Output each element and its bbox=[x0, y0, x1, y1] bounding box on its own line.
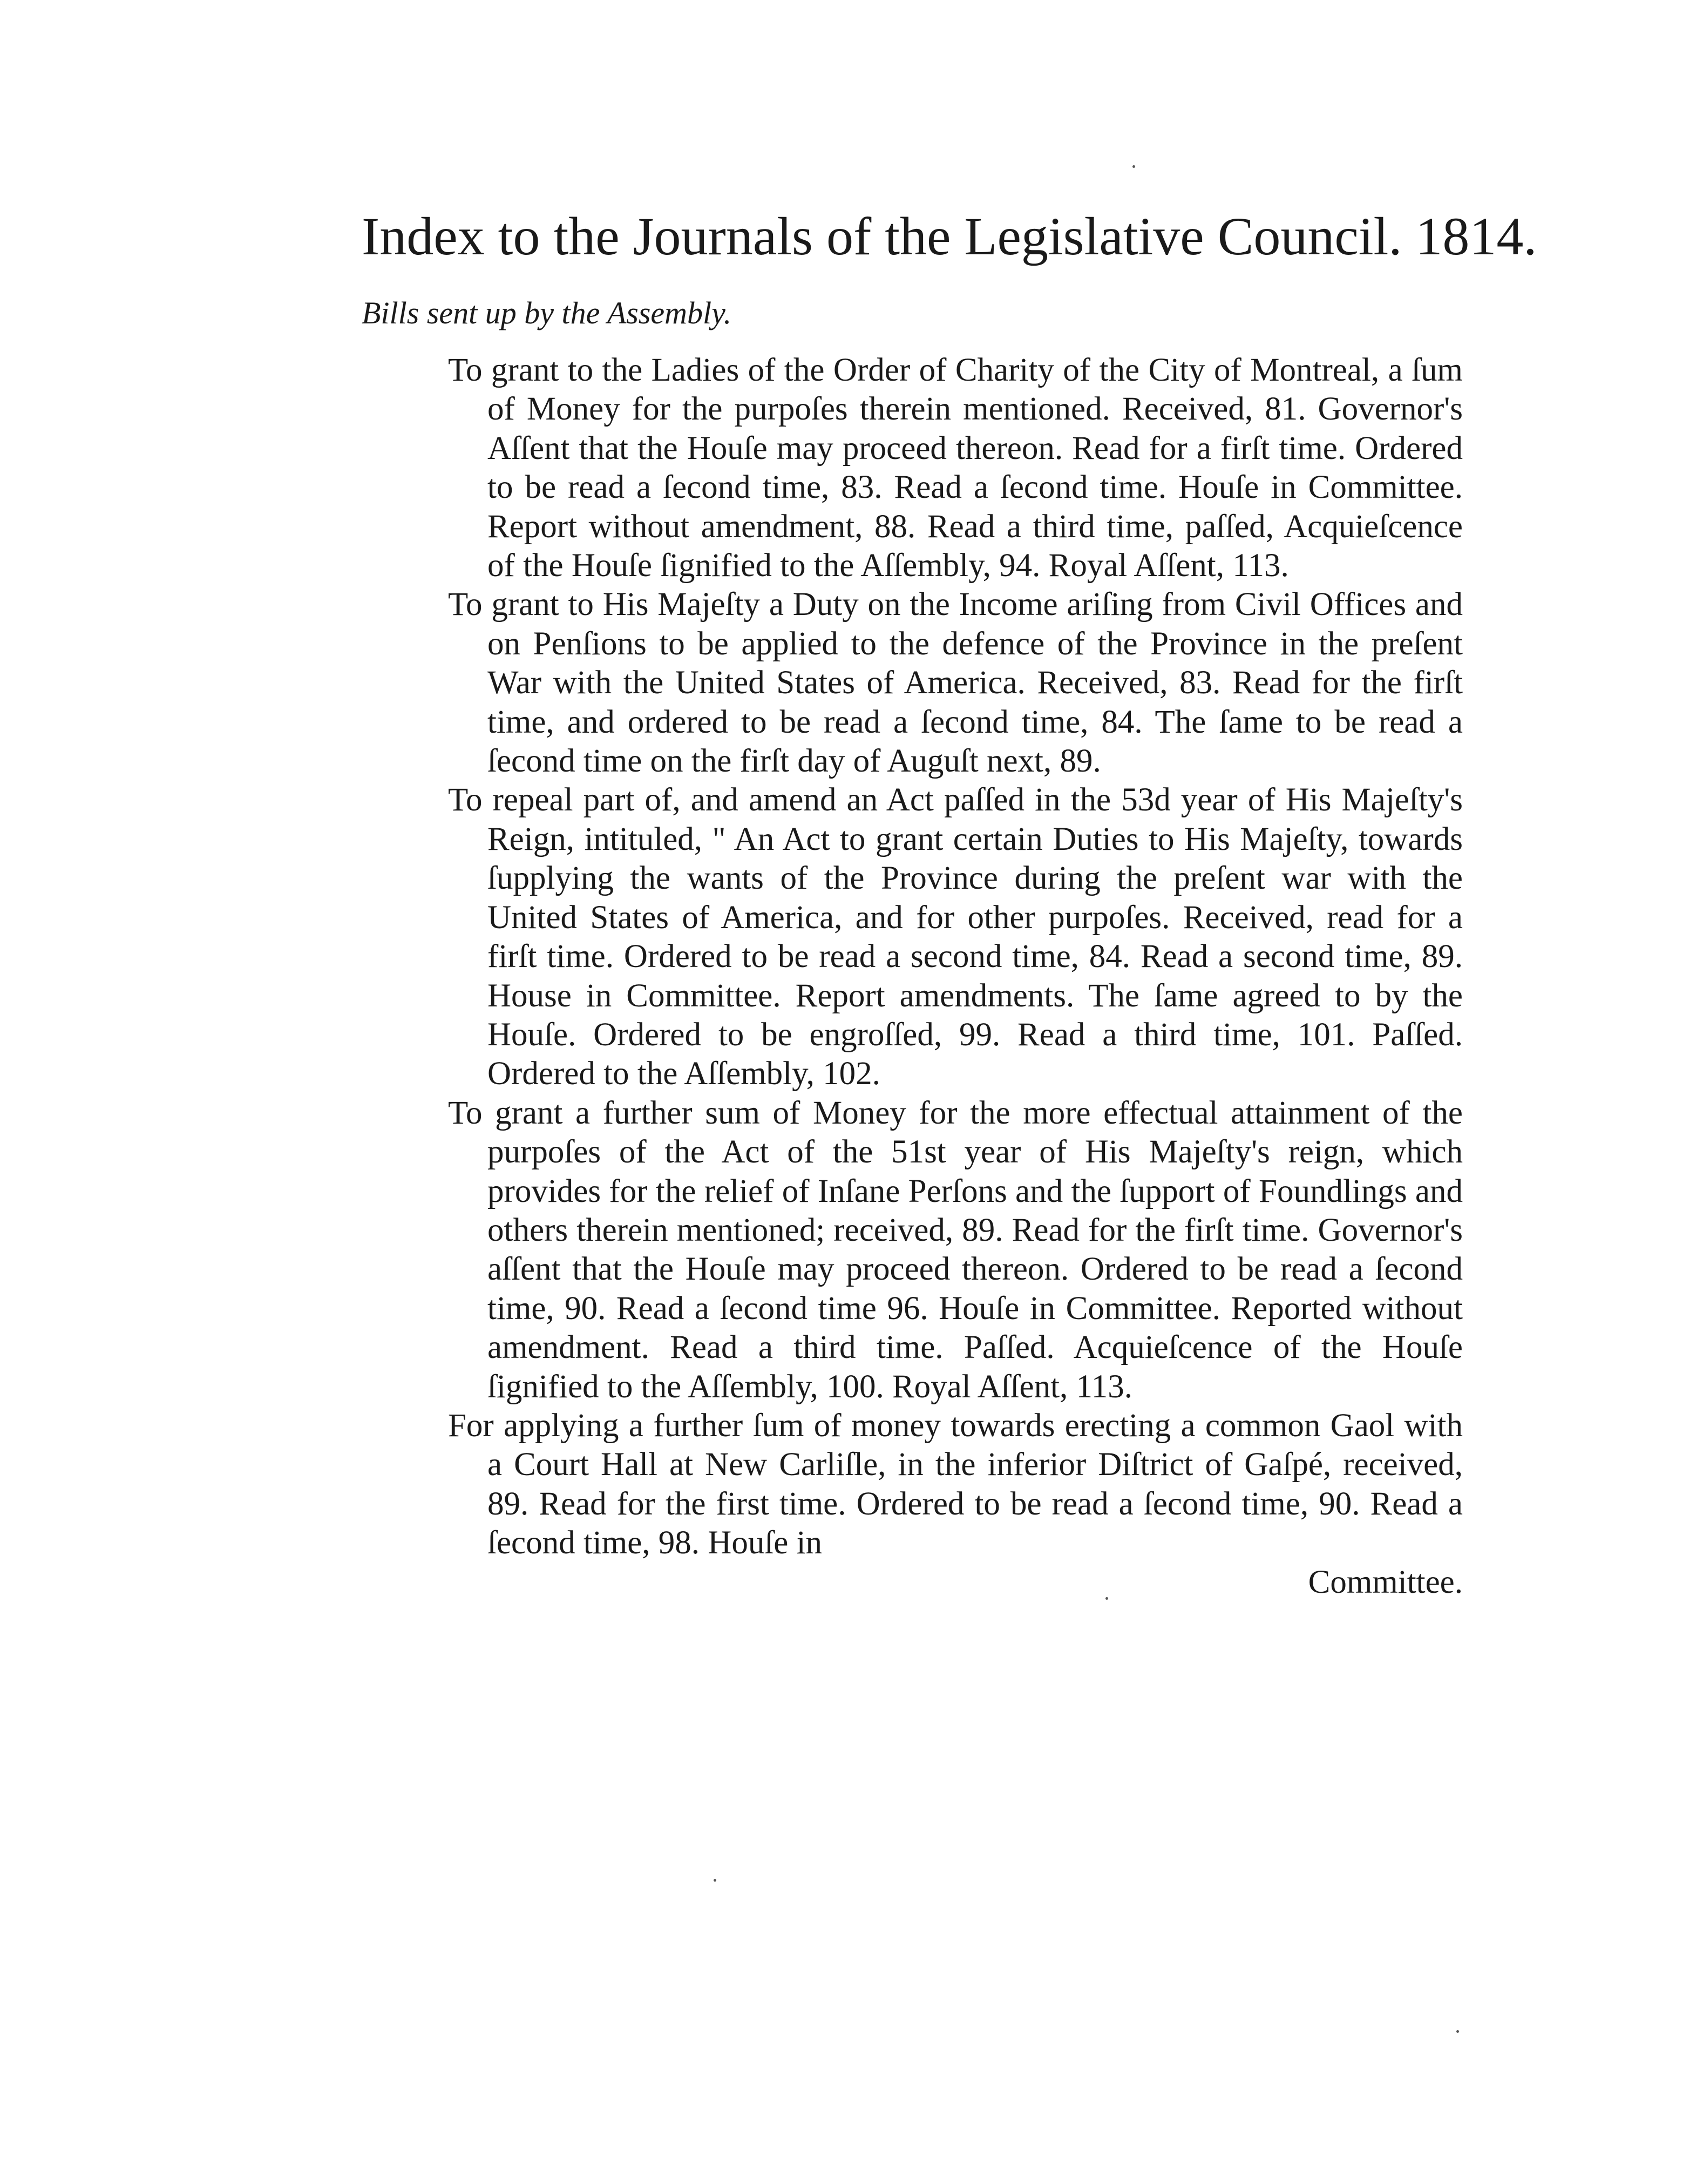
bill-entries bbox=[448, 351, 1463, 1602]
print-speck bbox=[1105, 1597, 1108, 1600]
print-speck bbox=[1456, 2030, 1459, 2033]
bill-entry: To grant to His Majeſty a Duty on the Income ariſing from Civil Offices and on Penſions to be applied to the defence of the Province in the preſent War with the United States of America. Received, 83. Read for the firſt time, and ordered to be read a ſecond time, 84. The ſame to be read a ſecond time on the firſt day of Auguſt next, 89. bbox=[448, 586, 1463, 780]
bill-entry: To grant a further sum of Money for the more effectual attainment of the purpoſes of the Act of the 51st year of His Majeſty's reign, which provides for the relief of Inſane Perſons and the ſupport of Foundlings and others therein mentioned; received, 89. Read for the firſt time. Governor's aſſent that the Houſe may proceed thereon. Ordered to be read a ſecond time, 90. Read a ſecond time 96. Houſe in Committee. Reported without amendment. Read a third time. Paſſed. Acquieſcence of the Houſe ſignified to the Aſſembly, 100. Royal Aſſent, 113. bbox=[448, 1094, 1463, 1405]
print-speck bbox=[714, 1879, 716, 1882]
bill-entry-last-line: Committee. bbox=[1308, 1564, 1463, 1600]
page-title: Index to the Journals of the Legislative Council. 1814. bbox=[362, 206, 1537, 266]
bill-entry: For applying a further ſum of money towards erecting a common Gaol with a Court Hall at New Carliſle, in the inferior Diſtrict of Gaſpé, received, 89. Read for the first time. Ordered to be read a ſecond time, 90. Read a ſecond time, 98. Houſe in bbox=[448, 1407, 1463, 1561]
bill-entry: To grant to the Ladies of the Order of Charity of the City of Montreal, a ſum of Money for the purpoſes therein mentioned. Received, 81. Governor's Aſſent that the Houſe may proceed thereon. Read for a firſt time. Ordered to be read a ſecond time, 83. Read a ſecond time. Houſe in Committee. Report without amendment, 88. Read a third time, paſſed, Acquieſcence of the Houſe ſignified to the Aſſembly, 94. Royal Aſſent, 113. bbox=[448, 352, 1463, 584]
section-heading: Bills sent up by the Assembly. bbox=[362, 295, 732, 330]
print-speck bbox=[1132, 165, 1135, 168]
bill-entry: To repeal part of, and amend an Act paſſed in the 53d year of His Majeſty's Reign, intituled, " An Act to grant certain Duties to His Majeſty, towards ſupplying the wants of the Province during the preſent war with the United States of America, and for other purpoſes. Received, read for a firſt time. Ordered to be read a second time, 84. Read a second time, 89. House in Committee. Report amendments. The ſame agreed to by the Houſe. Ordered to be engroſſed, 99. Read a third time, 101. Paſſed. Ordered to the Aſſembly, 102. bbox=[448, 782, 1463, 1092]
